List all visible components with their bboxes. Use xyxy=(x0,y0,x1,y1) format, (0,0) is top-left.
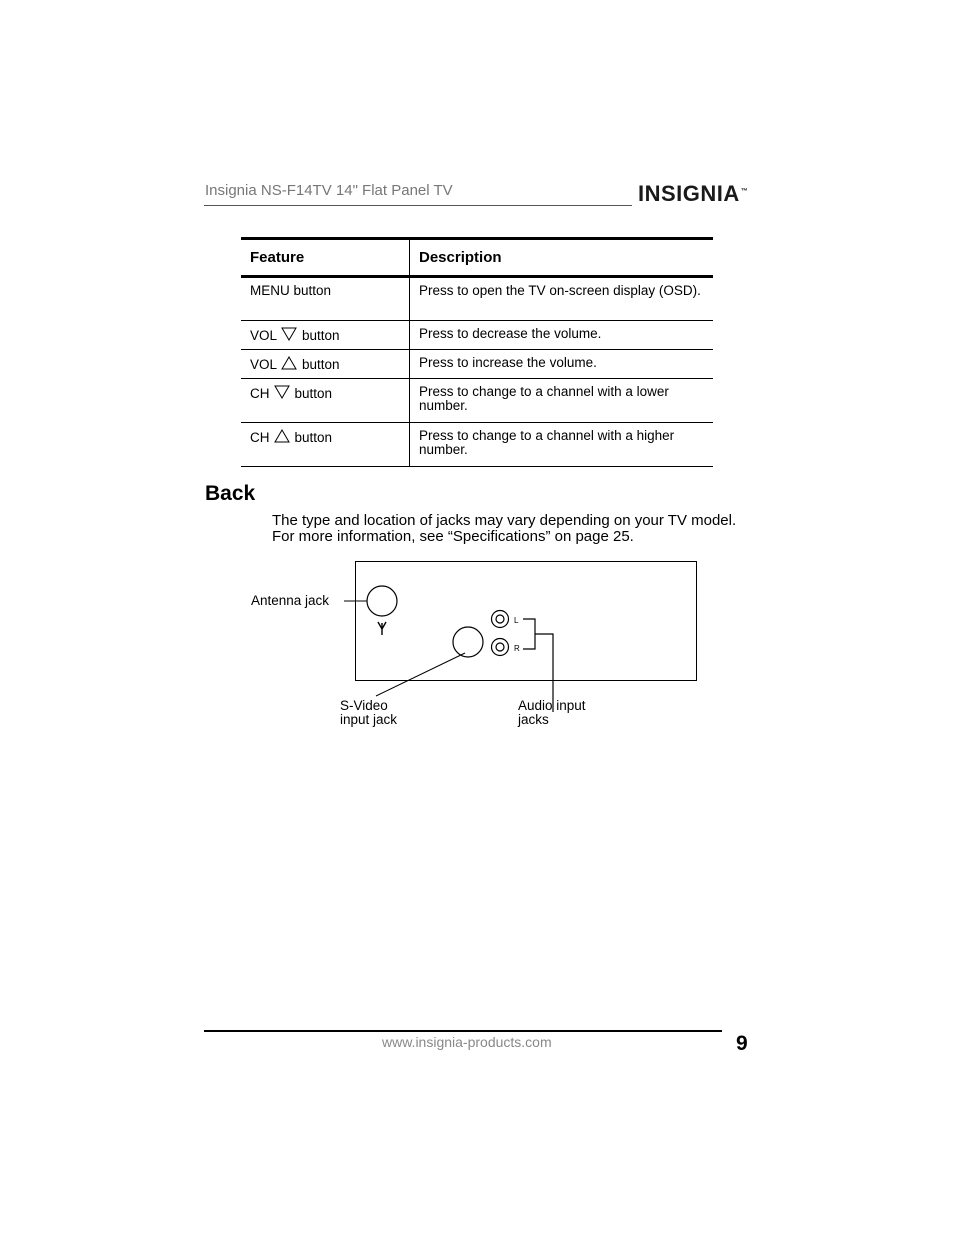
feature-suffix: button xyxy=(302,357,340,372)
svideo-label-line1: S-Video xyxy=(340,698,388,713)
footer-url: www.insignia-products.com xyxy=(382,1034,552,1050)
audio-bracket xyxy=(523,619,535,649)
description-cell: Press to decrease the volume. xyxy=(419,326,602,341)
svideo-label-line2: input jack xyxy=(340,712,398,727)
description-cell: Press to change to a channel with a lower number. xyxy=(419,384,669,413)
feature-suffix: button xyxy=(302,328,340,343)
antenna-symbol-icon xyxy=(378,622,386,635)
description-cell: Press to open the TV on-screen display (OSD). xyxy=(419,283,701,298)
svideo-leader-line xyxy=(376,653,465,696)
feature-suffix: button xyxy=(294,430,333,445)
feature-text: VOL xyxy=(250,357,278,372)
header-description: Description xyxy=(419,249,502,266)
feature-text: CH xyxy=(250,386,270,401)
antenna-label: Antenna jack xyxy=(251,593,330,608)
audio-right-jack-inner xyxy=(496,643,504,651)
header-feature: Feature xyxy=(241,239,410,277)
page-number: 9 xyxy=(736,1032,748,1055)
antenna-jack xyxy=(367,586,397,616)
section-paragraph: The type and location of jacks may vary depending on your TV model. For more information, see “Specifications” on page 25. xyxy=(272,512,737,545)
audio-left-jack xyxy=(492,611,509,628)
feature-text: MENU button xyxy=(250,283,332,298)
document-header-title: Insignia NS-F14TV 14" Flat Panel TV xyxy=(205,182,453,199)
audio-label-line1: Audio input xyxy=(518,698,586,713)
footer-divider xyxy=(204,1030,722,1032)
audio-right-marker: R xyxy=(514,644,520,653)
svideo-jack xyxy=(453,627,483,657)
feature-text: VOL xyxy=(250,328,278,343)
logo-text: INSIGNIA xyxy=(638,181,740,206)
audio-left-marker: L xyxy=(514,616,519,625)
section-title-back: Back xyxy=(205,482,256,505)
audio-label-line2: jacks xyxy=(518,712,549,727)
audio-left-jack-inner xyxy=(496,615,504,623)
logo-trademark: ™ xyxy=(740,187,749,195)
feature-text: CH xyxy=(250,430,270,445)
audio-right-jack xyxy=(492,639,509,656)
tv-back-panel xyxy=(356,562,697,681)
feature-suffix: button xyxy=(294,386,333,401)
description-cell: Press to increase the volume. xyxy=(419,355,597,370)
description-cell: Press to change to a channel with a higher number. xyxy=(419,428,675,457)
